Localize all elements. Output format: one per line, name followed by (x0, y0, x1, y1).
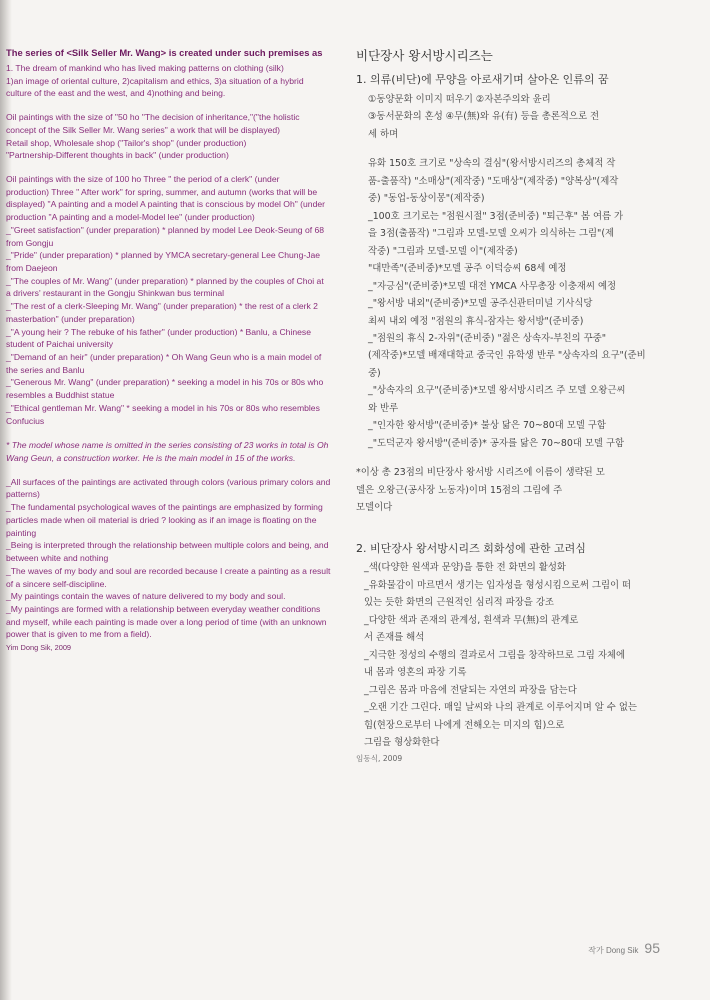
english-block-100ho (6, 173, 344, 427)
english-heading: The series of <Silk Seller Mr. Wang> is created under such premises as (6, 47, 323, 58)
text-line: _"Generous Mr. Wang" (under preparation) * seeking a model in his 70s or 80s who (6, 377, 324, 388)
text-line: from Gongju (6, 237, 54, 248)
korean-model-note (356, 464, 658, 516)
text-line: 힘(현장으로부터 나에게 전해오는 미지의 힘)으로 (364, 719, 565, 731)
text-line: _"A young heir ? The rebuke of his father" (under production) * Banlu, a Chinese (6, 326, 312, 337)
text-line: 품-출품작) "소매상"(제작중) "도매상"(제작중) "양복상"(제작 (368, 175, 619, 187)
text-line: ③동서문화의 혼성 ④무(無)와 유(有) 등을 총론적으로 전 (368, 111, 600, 123)
text-line: _"Greet satisfaction" (under preparation) * planned by model Lee Deok-Seung of 68 (6, 224, 325, 235)
text-line: 작중) "그림과 모델-모델 이"(제작중) (368, 245, 518, 257)
text-line: 중) "동업-동상이몽"(제작중) (368, 193, 485, 205)
korean-title: 비단장사 왕서방시리즈는 (356, 48, 493, 63)
text-line: between white and nothing (6, 553, 109, 564)
text-line: _다양한 색과 존재의 관계성, 흰색과 무(無)의 관계로 (364, 614, 579, 626)
english-block-50ho (6, 111, 344, 162)
text-line: masterbation" (under preparation) (6, 313, 135, 324)
korean-section2-items (356, 559, 658, 751)
text-line: 델은 오왕근(공사장 노동자)이며 15점의 그림에 주 (356, 484, 563, 496)
text-line: _My paintings are formed with a relationship between everyday weather conditions (6, 603, 321, 614)
text-line: 1. The dream of mankind who has lived making patterns on clothing (silk) (6, 62, 284, 73)
korean-column (356, 44, 658, 766)
korean-section1-items (356, 91, 658, 143)
text-line: 그림을 형상화한다 (364, 737, 440, 749)
english-signature: Yim Dong Sik, 2009 (6, 643, 72, 653)
text-line: Wang Geun, a construction worker. He is the main model in 15 of the works. (6, 453, 296, 464)
text-line: _"자긍심"(준비중)*모델 대전 YMCA 사무총장 이충재씨 예정 (368, 280, 617, 292)
text-line: student of Paichai university (6, 339, 114, 350)
text-line: _Being is interpreted through the relationship between multiple colors and being, and (6, 540, 329, 551)
text-line: 유화 150호 크기로 "상속의 결심"(왕서방시리즈의 총체적 작 (368, 158, 616, 170)
text-line: the series and Banlu (6, 364, 85, 375)
text-line: _"왕서방 내외"(준비중)*모델 공주신관터미널 기사식당 (368, 298, 593, 310)
text-line: _지극한 정성의 수행의 결과로서 그림을 창작하므로 그림 자체에 (364, 649, 626, 661)
text-line: _"The rest of a clerk-Sleeping Mr. Wang" (under preparation) * the rest of a clerk 2 (6, 301, 318, 312)
text-line: _그림은 몸과 마음에 전달되는 자연의 파장을 담는다 (364, 684, 577, 696)
text-line: _"인자한 왕서방"(준비중)* 불상 닮은 70~80대 모델 구함 (368, 420, 606, 432)
text-line: 을 3점(출품작) "그림과 모델-모델 오씨가 의식하는 그림"(제 (368, 228, 615, 240)
text-line: a drivers' restaurant in the Gongju Shinkwan bus terminal (6, 288, 225, 299)
text-line: _All surfaces of the paintings are activated through colors (various primary colors and (6, 476, 331, 487)
page-number: 95 (644, 940, 660, 956)
text-line: 세 하며 (368, 128, 399, 140)
text-line: _오랜 기간 그린다. 매일 날씨와 나의 관계로 이루어지며 알 수 없는 (364, 702, 637, 714)
text-line: "대만족"(준비중)*모델 공주 이덕승씨 68세 예정 (368, 263, 567, 275)
page-footer (588, 940, 660, 956)
text-line: "Partnership-Different thoughts in back" (under production) (6, 150, 229, 161)
text-line: _"Pride" (under preparation) * planned by YMCA secretary-general Lee Chung-Jae (6, 250, 321, 261)
text-line: resembles a Buddhist statue (6, 390, 115, 401)
text-line: 내 몸과 영혼의 파장 기록 (364, 667, 467, 679)
text-line: 와 반루 (368, 402, 399, 414)
text-line: _The fundamental psychological waves of the paintings are emphasized by forming (6, 502, 323, 513)
text-line: _My paintings contain the waves of nature delivered to my body and soul. (6, 591, 286, 602)
text-line: 서 존재를 해석 (364, 632, 425, 644)
text-line: * The model whose name is omitted in the series consisting of 23 works in total is Oh (6, 440, 329, 451)
text-line: 모델이다 (356, 502, 393, 514)
text-line: _"도덕군자 왕서방"(준비중)* 공자를 닮은 70~80대 모델 구함 (368, 437, 625, 449)
korean-section1-heading: 1. 의류(비단)에 무양을 아로새기며 살아온 인류의 꿈 (356, 73, 609, 87)
text-line: _색(다양한 원색과 문양)을 통한 전 화면의 활성화 (364, 562, 566, 574)
english-model-note (6, 439, 344, 464)
text-line: Oil paintings with the size of 100 ho Three " the period of a clerk" (under (6, 173, 280, 184)
text-line: power that is given to me from a field). (6, 629, 152, 640)
text-line: ①동양문화 이미지 떠우기 ②자본주의와 윤리 (368, 93, 551, 105)
text-line: culture of the east and the west, and 4)nothing and being. (6, 88, 226, 99)
text-line: Confucius (6, 415, 45, 426)
english-block-surface (6, 476, 344, 641)
text-line: from Daejeon (6, 262, 58, 273)
text-line: of a sincere self-discipline. (6, 578, 107, 589)
text-line: painting (6, 527, 37, 538)
text-line: _"점원의 휴식 2-자위"(준비중) "젊은 상속자-부친의 꾸중" (368, 333, 607, 344)
text-line: Oil paintings with the size of "50 ho "The decision of inheritance,"("the holistic (6, 112, 300, 123)
english-column (6, 46, 344, 654)
text-line: *이상 총 23점의 비단장사 왕서방 시리즈에 이름이 생략된 모 (356, 467, 605, 479)
text-line: Retail shop, Wholesale shop ("Tailor's shop" (under production) (6, 137, 247, 148)
korean-signature: 임동식, 2009 (356, 753, 403, 763)
text-line: concept of the Silk Seller Mr. Wang series" a work that will be displayed) (6, 124, 281, 135)
korean-section2-heading: 2. 비단장사 왕서방시리즈 회화성에 관한 고려심 (356, 541, 586, 555)
text-line: and myself, while each painting is made over a long period of time (with an unknown (6, 616, 327, 627)
text-line: _"The couples of Mr. Wang" (under preparation) * planned by the couples of Choi at (6, 275, 324, 286)
footer-label: 작가 Dong Sik (588, 946, 639, 955)
text-line: _100호 크기로는 "점원시절" 3점(준비중) "퇴근후" 봄 여름 가 (368, 210, 624, 222)
english-intro (6, 62, 344, 100)
text-line: _"상속자의 요구"(준비중)*모델 왕서방시리즈 주 모델 오왕근씨 (368, 385, 626, 397)
text-line: production) Three " After work" for spring, summer, and autumn (works that will be (6, 186, 318, 197)
text-line: _유화물감이 마르면서 생기는 입자성을 형성시킴으로써 그림이 떠 (364, 579, 632, 591)
text-line: 1)an image of oriental culture, 2)capitalism and ethics, 3)a situation of a hybrid (6, 75, 304, 86)
text-line: _"Demand of an heir" (under preparation) * Oh Wang Geun who is a main model of (6, 352, 322, 362)
text-line: particles made when oil material is dried ? looking as if an image is floating on the (6, 514, 317, 525)
text-line: 최씨 내외 예정 "점원의 휴식-잠자는 왕서방"(준비중) (368, 315, 584, 327)
text-line: _"Ethical gentleman Mr. Wang" * seeking a model in his 70s or 80s who resembles (6, 402, 320, 413)
text-line: 있는 듯한 화면의 근원적인 심리적 파장을 강조 (364, 597, 554, 609)
text-line: displayed) "A painting and a model A painting that is conscious by model Oh" (under (6, 199, 326, 210)
text-line: (제작중)*모델 배재대학교 중국인 유학생 반루 "상속자의 요구"(준비중) (368, 350, 646, 379)
text-line: patterns) (6, 489, 40, 500)
text-line: _The waves of my body and soul are recorded because I create a painting as a result (6, 565, 331, 576)
text-line: production "A painting and a model-Model lee" (under production) (6, 212, 255, 223)
korean-block (356, 155, 658, 452)
